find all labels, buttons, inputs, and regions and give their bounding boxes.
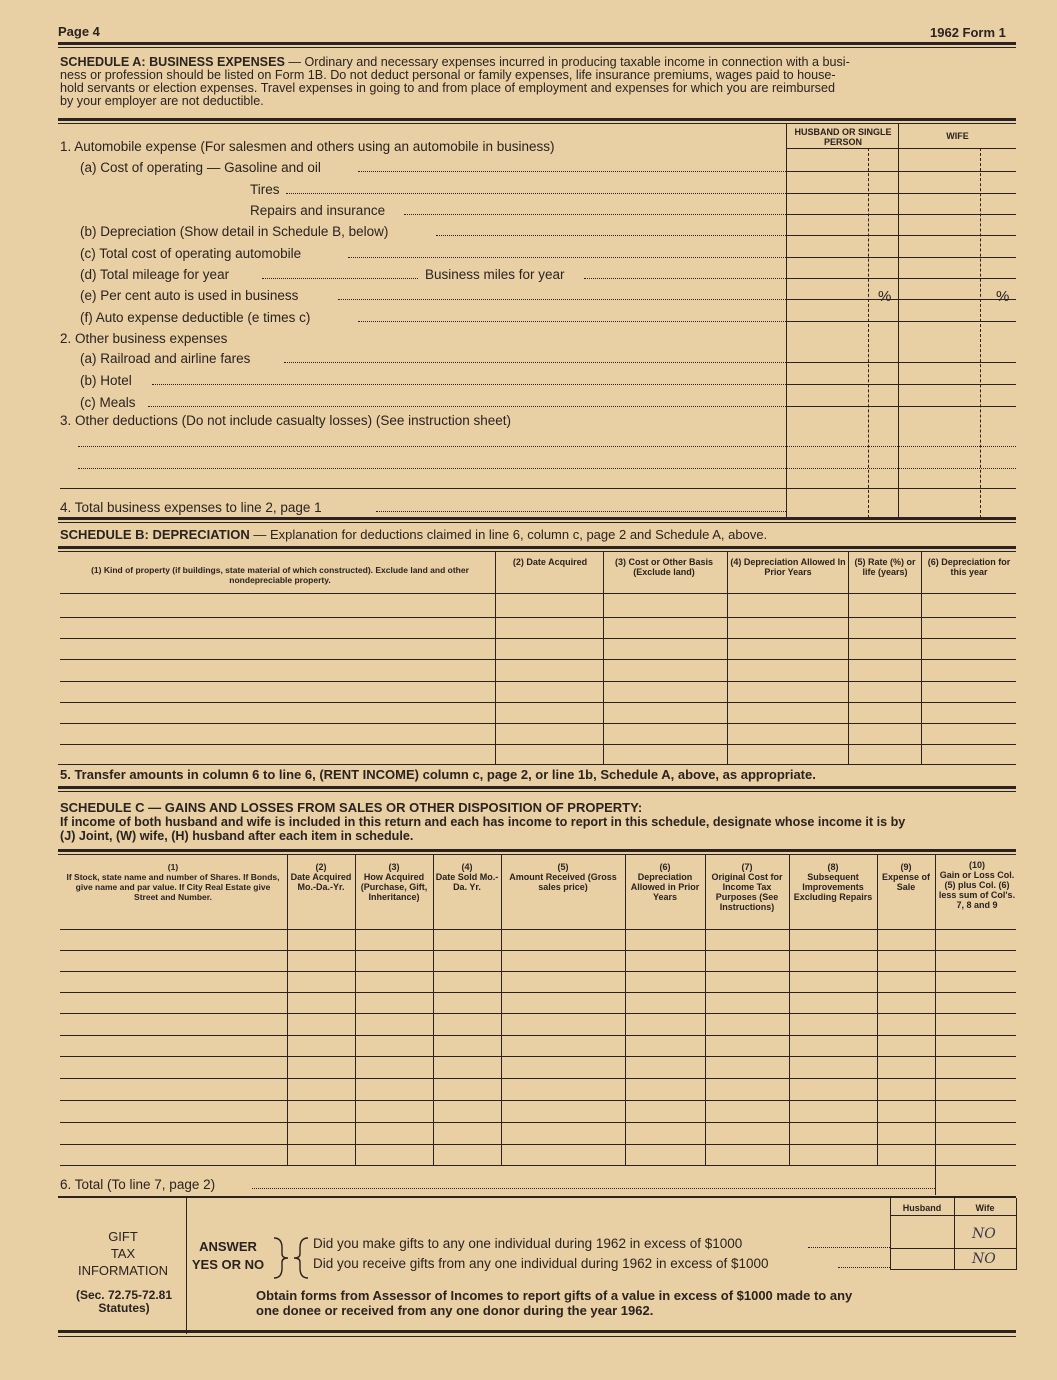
schedC-col4: (4) Date Sold Mo.-Da. Yr. [435, 862, 499, 892]
line-1e-label: (e) Per cent auto is used in business [80, 288, 299, 303]
gift-note-line1: Obtain forms from Assessor of Incomes to report gifts of a value in excess of $1000 made to any [256, 1288, 853, 1303]
tires-label: Tires [250, 182, 280, 197]
line-6-label: 6. Total (To line 7, page 2) [60, 1177, 216, 1192]
percent-husband: % [878, 288, 892, 305]
gift-question-received: Did you receive gifts from any one individual during 1962 in excess of $1000 [313, 1256, 769, 1271]
page-number: Page 4 [58, 24, 100, 39]
schedB-col1: (1) Kind of property (if buildings, state material of which constructed). Exclude land and other nondepreciable property. [91, 565, 469, 585]
line-5-label: 5. Transfer amounts in column 6 to line 6, (RENT INCOME) column c, page 2, or line 1b, Schedule A, above, as appropriate. [60, 767, 816, 782]
line-1c-label: (c) Total cost of operating automobile [80, 246, 302, 261]
gift-question-made: Did you make gifts to any one individual during 1962 in excess of $1000 [313, 1236, 743, 1251]
gift-note-line2: one donee or received from any one donor during the year 1962. [256, 1303, 654, 1318]
line-2a-label: (a) Railroad and airline fares [80, 351, 251, 366]
schedC-col10: (10) Gain or Loss Col. (5) plus Col. (6) less sum of Col's. 7, 8 and 9 [938, 860, 1016, 910]
line-1-auto-expense: 1. Automobile expense (For salesmen and others using an automobile in business) [60, 139, 555, 154]
schedC-col1: (1) If Stock, state name and number of Shares. If Bonds, give name and par value. If City Real Estate give Street and Number. [66, 862, 280, 902]
schedB-col3: (3) Cost or Other Basis (Exclude land) [614, 557, 714, 577]
gift-tax-title: GIFT TAX INFORMATION [77, 1229, 169, 1278]
col-husband-header: HUSBAND OR SINGLE PERSON [794, 127, 892, 147]
schedule-c-sub1: If income of both husband and wife is included in this return and each has income to report in this schedule, designate whose income it is by [60, 815, 906, 829]
line-2c-label: (c) Meals [80, 395, 136, 410]
schedB-col2: (2) Date Acquired [512, 557, 588, 567]
schedB-col6: (6) Depreciation for this year [927, 557, 1011, 577]
col-wife-header: WIFE [946, 131, 969, 141]
schedule-c-sub2: (J) Joint, (W) wife, (H) husband after each item in schedule. [60, 829, 414, 843]
line-2b-label: (b) Hotel [80, 373, 132, 388]
schedC-col7: (7) Original Cost for Income Tax Purposes (See Instructions) [711, 862, 783, 912]
line-4-label: 4. Total business expenses to line 2, page 1 [60, 500, 322, 515]
percent-wife: % [996, 288, 1010, 305]
line-2-label: 2. Other business expenses [60, 331, 228, 346]
schedB-col5: (5) Rate (%) or life (years) [854, 557, 916, 577]
schedule-a-title: SCHEDULE A: BUSINESS EXPENSES [60, 55, 285, 69]
schedC-col3: (3) How Acquired (Purchase, Gift, Inheritance) [360, 862, 428, 902]
brace-icon [270, 1234, 312, 1282]
gift-col-husband: Husband [902, 1203, 942, 1213]
answer-yes-no: ANSWER YES OR NO [191, 1239, 265, 1272]
schedC-col8: (8) Subsequent Improvements Excluding Repairs [793, 862, 873, 902]
schedC-col9: (9) Expense of Sale [881, 862, 930, 892]
line-1b-label: (b) Depreciation (Show detail in Schedule B, below) [80, 224, 389, 239]
schedule-a-intro: SCHEDULE A: BUSINESS EXPENSES — Ordinary and necessary expenses incurred in producing taxable income in connection with a busi- ness or profession should be listed on Form 1B. Do not deduct personal or family expenses, life insurance premiums, wages paid to house- hold servants or election expenses. Travel expenses in going to and from place of employment and expenses for which you are reimbursed by your employer are not deductible. [60, 55, 850, 108]
schedule-c-title: SCHEDULE C — GAINS AND LOSSES FROM SALES OR OTHER DISPOSITION OF PROPERTY: [60, 800, 643, 815]
gift-answer-made-wife[interactable]: NO [972, 1226, 996, 1242]
line-1d-label: (d) Total mileage for year [80, 267, 230, 282]
line-1f-label: (f) Auto expense deductible (e times c) [80, 310, 311, 325]
repairs-label: Repairs and insurance [250, 203, 386, 218]
line-3-label: 3. Other deductions (Do not include casualty losses) (See instruction sheet) [60, 413, 511, 428]
gift-answer-received-wife[interactable]: NO [972, 1251, 996, 1267]
schedC-col2: (2) Date Acquired Mo.-Da.-Yr. [290, 862, 352, 892]
line-1a-label: (a) Cost of operating — Gasoline and oil [80, 160, 321, 175]
gift-col-wife: Wife [975, 1203, 995, 1213]
schedule-b-heading: SCHEDULE B: DEPRECIATION — Explanation for deductions claimed in line 6, column c, page 2 and Schedule A, above. [60, 527, 768, 542]
gift-statutes: (Sec. 72.75-72.81 Statutes) [75, 1288, 173, 1315]
business-miles-label: Business miles for year [425, 267, 565, 282]
schedC-col5: (5) Amount Received (Gross sales price) [509, 862, 617, 892]
schedB-col4: (4) Depreciation Allowed In Prior Years [730, 557, 846, 577]
form-id: 1962 Form 1 [930, 25, 1006, 40]
schedC-col6: (6) Depreciation Allowed in Prior Years [630, 862, 700, 902]
